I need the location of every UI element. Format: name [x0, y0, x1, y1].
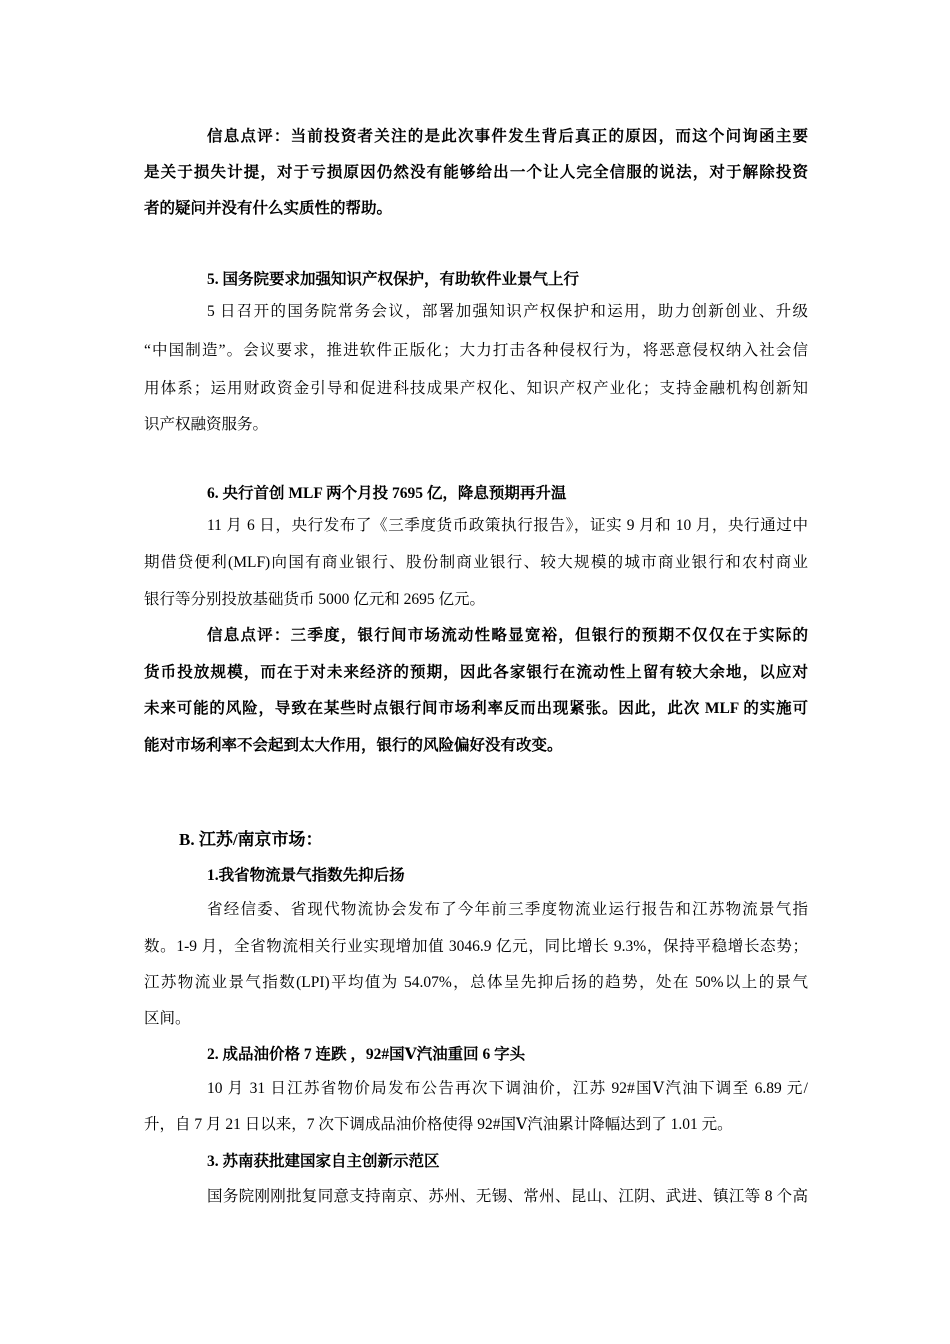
paragraph-line: 国务院刚刚批复同意支持南京、苏州、无锡、常州、昆山、江阴、武进、镇江等 8 个高 — [207, 1188, 808, 1205]
comment-line: 货币投放规模，而在于对未来经济的预期，因此各家银行在流动性上留有较大余地，以应对 — [144, 664, 808, 681]
comment-line: 能对市场利率不会起到太大作用，银行的风险偏好没有改变。 — [144, 737, 563, 754]
comment-line: 未来可能的风险，导致在某些时点银行间市场利率反而出现紧张。因此，此次 MLF 的实施可 — [144, 700, 808, 717]
comment-line: 者的疑问并没有什么实质性的帮助。 — [144, 200, 393, 217]
paragraph-line: 省经信委、省现代物流协会发布了今年前三季度物流业运行报告和江苏物流景气指 — [207, 901, 808, 918]
comment-line: 信息点评：当前投资者关注的是此次事件发生背后真正的原因，而这个问询函主要 — [207, 128, 808, 145]
item-heading: 1.我省物流景气指数先抑后扬 — [207, 867, 405, 884]
paragraph-line: 数。1-9 月，全省物流相关行业实现增加值 3046.9 亿元，同比增长 9.3%，保持平稳增长态势； — [144, 938, 808, 955]
item-heading: 5. 国务院要求加强知识产权保护，有助软件业景气上行 — [207, 271, 580, 288]
paragraph-line: 识产权融资服务。 — [144, 416, 269, 433]
section-title: B. 江苏/南京市场： — [179, 830, 323, 849]
paragraph-line: 用体系；运用财政资金引导和促进科技成果产权化、知识产权产业化；支持金融机构创新知 — [144, 380, 808, 397]
item-heading: 3. 苏南获批建国家自主创新示范区 — [207, 1153, 440, 1170]
paragraph-line: 区间。 — [144, 1010, 191, 1027]
paragraph-line: 期借贷便利(MLF)向国有商业银行、股份制商业银行、较大规模的城市商业银行和农村商业 — [144, 554, 808, 571]
paragraph-line: 10 月 31 日江苏省物价局发布公告再次下调油价，江苏 92#国Ⅴ汽油下调至 6.89 元/ — [207, 1080, 808, 1097]
comment-line: 是关于损失计提，对于亏损原因仍然没有能够给出一个让人完全信服的说法，对于解除投资 — [144, 164, 808, 181]
paragraph-line: “中国制造”。会议要求，推进软件正版化；大力打击各种侵权行为，将恶意侵权纳入社会信 — [144, 342, 808, 359]
paragraph-line: 银行等分别投放基础货币 5000 亿元和 2695 亿元。 — [144, 591, 486, 608]
paragraph-line: 升，自 7 月 21 日以来，7 次下调成品油价格使得 92#国Ⅴ汽油累计降幅达到了 1.01 元。 — [144, 1116, 733, 1133]
paragraph-line: 11 月 6 日，央行发布了《三季度货币政策执行报告》，证实 9 月和 10 月，央行通过中 — [207, 517, 808, 534]
paragraph-line: 江苏物流业景气指数(LPI)平均值为 54.07%，总体呈先抑后扬的趋势，处在 50%以上的景气 — [144, 974, 808, 991]
item-heading: 2. 成品油价格 7 连跌 ，92#国Ⅴ汽油重回 6 字头 — [207, 1046, 526, 1063]
comment-line: 信息点评：三季度，银行间市场流动性略显宽裕，但银行的预期不仅仅在于实际的 — [207, 627, 808, 644]
paragraph-line: 5 日召开的国务院常务会议，部署加强知识产权保护和运用，助力创新创业、升级 — [207, 303, 808, 320]
item-heading: 6. 央行首创 MLF 两个月投 7695 亿，降息预期再升温 — [207, 485, 567, 502]
